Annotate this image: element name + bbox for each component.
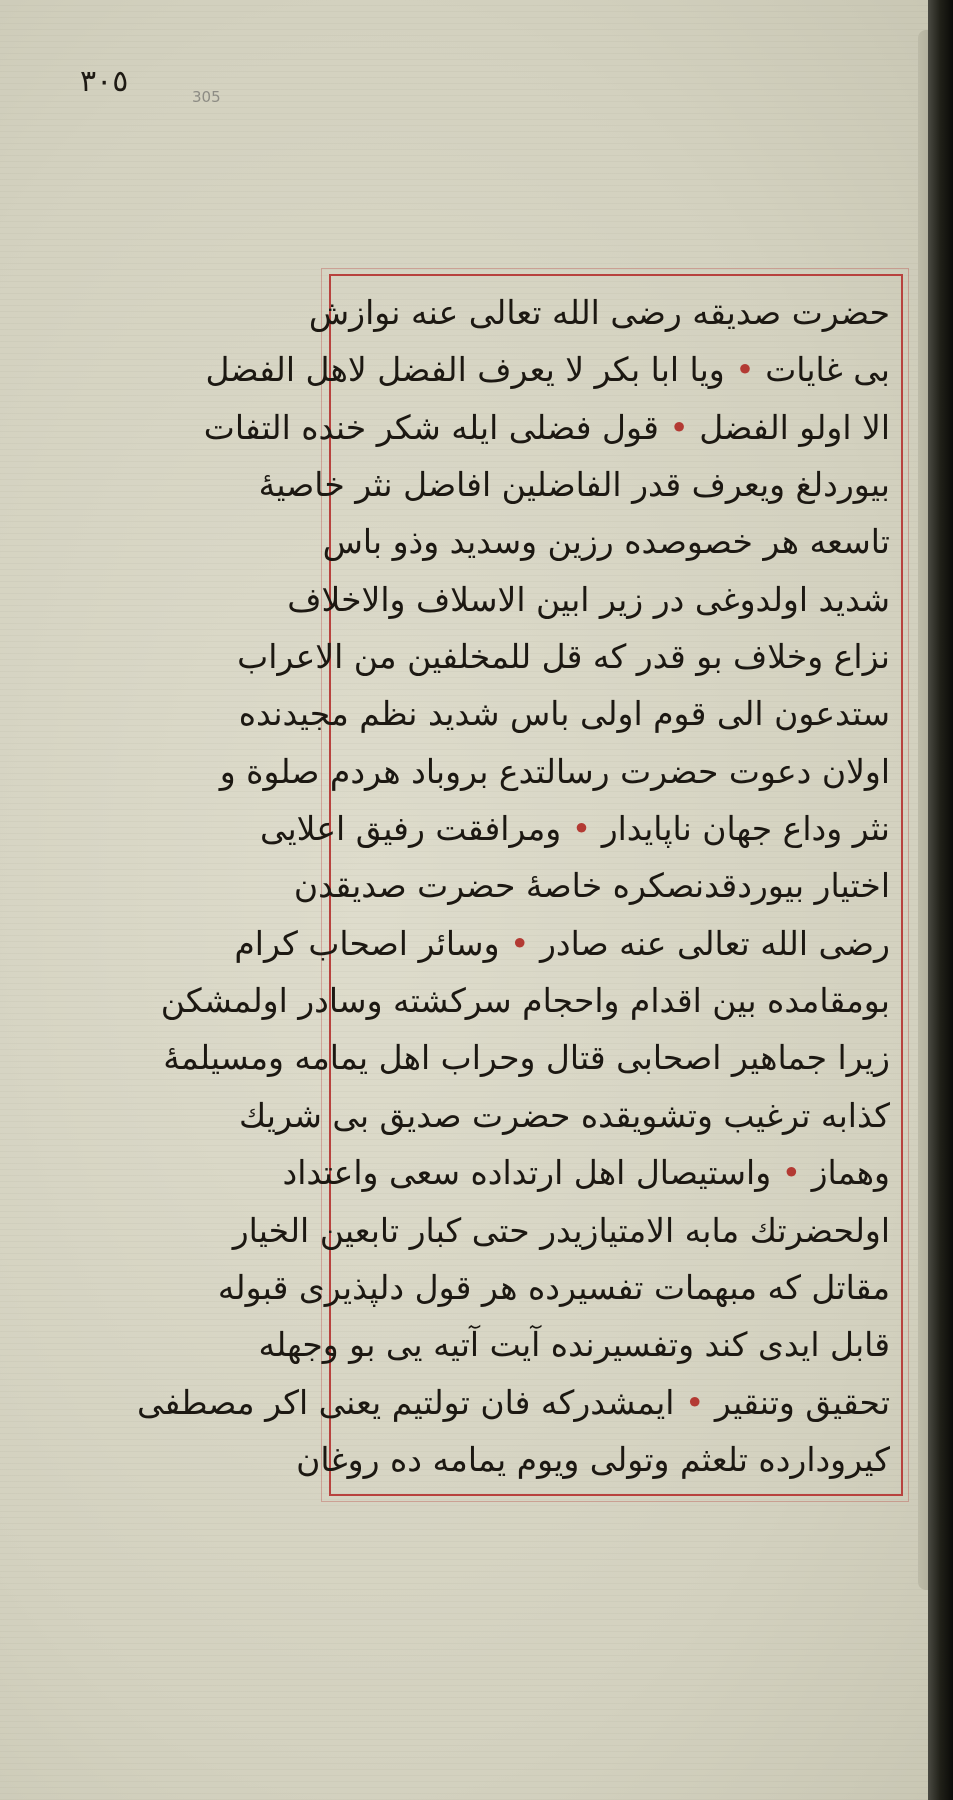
- rubric-dot: •: [669, 407, 689, 447]
- folio-number: ٣٠٥: [80, 64, 129, 99]
- text-line: رضى الله تعالى عنه صادر • وسائر اصحاب كرام: [234, 923, 890, 963]
- text-line: اختيار بيوردقدنصكره خاصۀ حضرت صديقدن: [293, 866, 890, 906]
- rubric-dot: •: [781, 1153, 802, 1193]
- binding-shadow: [928, 0, 953, 1800]
- text-line: بى غايات • ويا ابا بكر لا يعرف الفضل لاهل الفضل: [205, 350, 890, 390]
- text-line: بومقامده بين اقدام واحجام سركشته وسادر اولمشكن: [160, 981, 890, 1021]
- text-line: قابل ايدى كند وتفسيرنده آيت آتيه يى بو وجهله: [258, 1325, 890, 1365]
- rubric-dot: •: [571, 809, 592, 849]
- text-line: اولان دعوت حضرت رسالتدع بروباد هردم صلوة و: [219, 751, 890, 791]
- text-line: شديد اولدوغى در زير ابين الاسلاف والاخلاف: [287, 579, 890, 619]
- text-line: كيرودارده تلعثم وتولى ويوم يمامه ده روغان: [296, 1439, 890, 1479]
- text-line: بيوردلغ ويعرف قدر الفاضلين افاضل نثر خاصيۀ: [258, 465, 890, 505]
- text-line: كذابه ترغيب وتشويقده حضرت صديق بى شريك: [238, 1095, 890, 1135]
- text-line: زيرا جماهير اصحابى قتال وحراب اهل يمامه ومسيلمۀ: [163, 1038, 890, 1078]
- pencil-folio-number: 305: [192, 88, 221, 106]
- text-line: وهماز • واستيصال اهل ارتداده سعى واعتداد: [282, 1153, 890, 1193]
- text-line: ستدعون الى قوم اولى باس شديد نظم مجيدنده: [238, 694, 890, 734]
- text-line: تاسعه هر خصوصده رزين وسديد وذو باس: [322, 522, 890, 562]
- rubric-dot: •: [735, 350, 755, 390]
- text-line: حضرت صديقه رضى الله تعالى عنه نوازش: [308, 293, 890, 332]
- rubric-dot: •: [510, 923, 530, 963]
- rubric-dot: •: [684, 1382, 705, 1422]
- text-line: نزاع وخلاف بو قدر كه قل للمخلفين من الاعراب: [237, 637, 890, 677]
- text-line: نثر وداع جهان ناپايدار • ومرافقت رفيق اعلايى: [259, 809, 890, 849]
- text-line: اولحضرتك مابه الامتيازيدر حتى كبار تابعين الخيار: [232, 1210, 890, 1250]
- text-line: مقاتل كه مبهمات تفسيرده هر قول دلپذيرى قبوله: [217, 1267, 890, 1307]
- text-line: تحقيق وتنقير • ايمشدركه فان تولتيم يعنى اكر مصطفى: [137, 1382, 890, 1422]
- text-block: [137, 288, 896, 1484]
- text-line: الا اولو الفضل • قول فضلى ايله شكر خنده التفات: [203, 407, 890, 447]
